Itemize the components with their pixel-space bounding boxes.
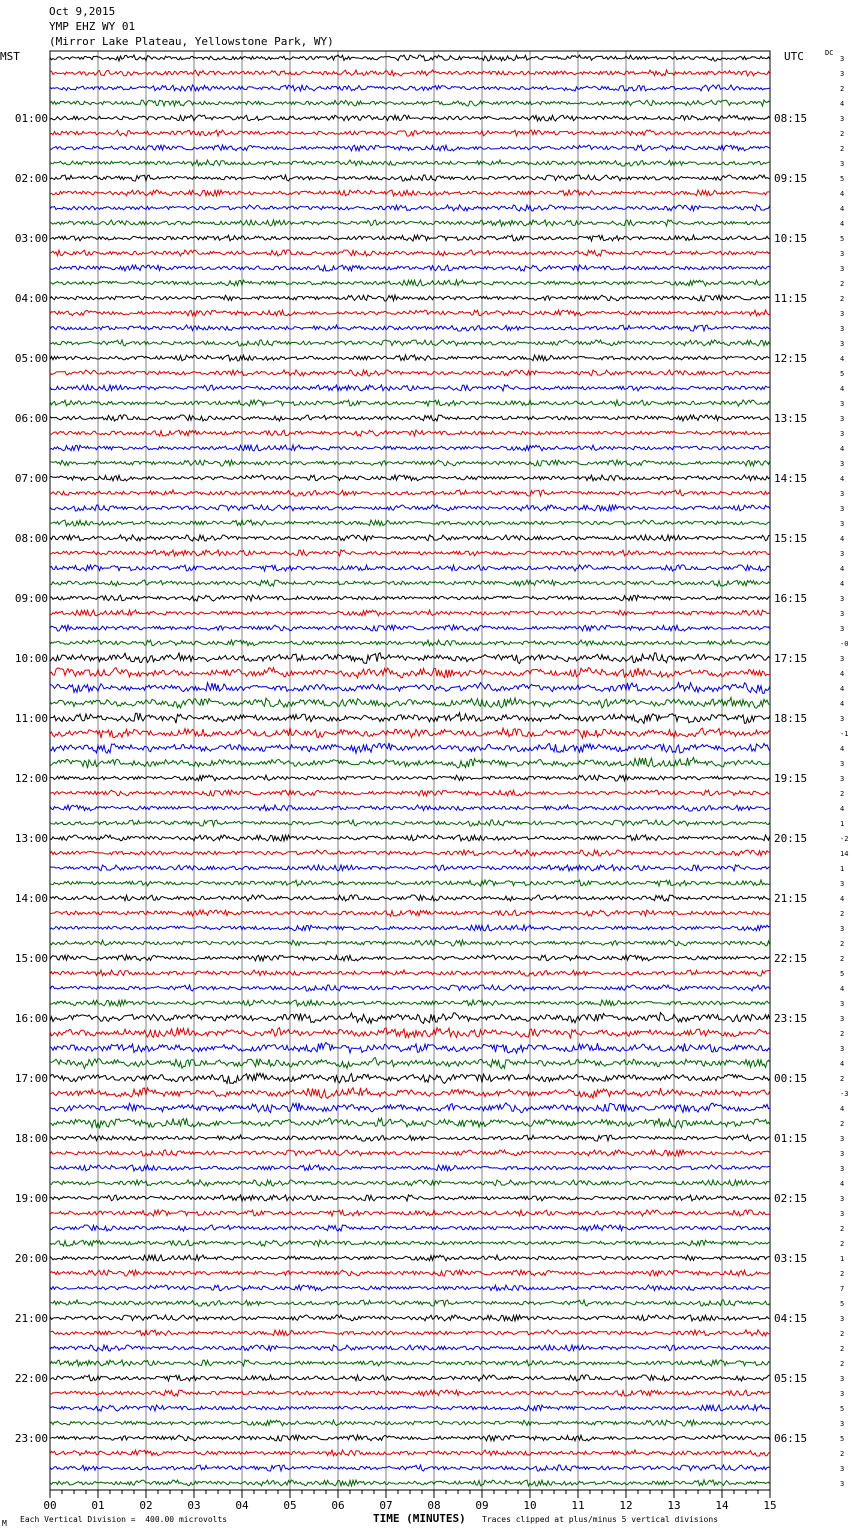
seismic-trace: [50, 910, 770, 916]
x-tick-label: 03: [187, 1499, 201, 1512]
dc-offset-label: 5: [840, 1405, 845, 1413]
seismic-trace: [50, 1180, 770, 1186]
seismic-trace: [50, 1255, 770, 1261]
dc-offset-label: 3: [840, 430, 845, 438]
dc-offset-label: 2: [840, 1450, 845, 1458]
seismic-trace: [50, 758, 770, 769]
right-hour-label: 08:15: [774, 112, 808, 125]
seismic-trace: [50, 1225, 770, 1231]
seismic-trace: [50, 1118, 770, 1128]
seismic-trace: [50, 295, 770, 301]
dc-offset-label: 4: [840, 205, 845, 213]
seismic-trace: [50, 820, 770, 826]
left-hour-label: 05:00: [14, 352, 48, 365]
right-hour-label: 21:15: [774, 892, 808, 905]
left-hour-label: 16:00: [14, 1012, 48, 1025]
left-hour-label: 06:00: [14, 412, 48, 425]
seismic-trace: [50, 1360, 770, 1366]
seismic-trace: [50, 520, 770, 526]
seismic-trace: [50, 85, 770, 91]
x-tick-label: 11: [571, 1499, 585, 1512]
dc-offset-label: 3: [840, 1375, 845, 1383]
x-tick-label: 07: [379, 1499, 393, 1512]
seismic-trace: [50, 970, 770, 976]
dc-offset-label: 5: [840, 235, 845, 243]
left-hour-label: 15:00: [14, 952, 48, 965]
dc-offset-label: 3: [840, 760, 845, 768]
dc-offset-label: 3: [840, 625, 845, 633]
dc-offset-label: -3: [840, 1090, 849, 1098]
left-hour-label: 13:00: [14, 832, 48, 845]
left-hour-label: 20:00: [14, 1252, 48, 1265]
seismic-trace: [50, 1150, 770, 1156]
dc-offset-label: 2: [840, 1345, 845, 1353]
dc-offset-label: 4: [840, 475, 845, 483]
seismic-trace: [50, 668, 770, 678]
dc-offset-label: 3: [840, 505, 845, 513]
x-tick-label: 14: [715, 1499, 729, 1512]
seismic-trace: [50, 985, 770, 991]
dc-offset-label: 2: [840, 940, 845, 948]
dc-offset-label: 3: [840, 715, 845, 723]
right-hour-label: 02:15: [774, 1192, 808, 1205]
seismic-trace: [50, 728, 770, 738]
seismic-trace: [50, 1285, 770, 1291]
seismic-trace: [50, 1210, 770, 1216]
seismic-trace: [50, 475, 770, 481]
right-hour-label: 14:15: [774, 472, 808, 485]
dc-offset-label: 1: [840, 1255, 845, 1263]
dc-offset-label: 3: [840, 1045, 845, 1053]
seismic-trace: [50, 805, 770, 811]
dc-offset-label: 3: [840, 160, 845, 168]
seismic-trace: [50, 310, 770, 316]
dc-offset-label: 2: [840, 85, 845, 93]
seismic-trace: [50, 580, 770, 586]
seismic-trace: [50, 1420, 770, 1426]
dc-offset-label: 3: [840, 1195, 845, 1203]
seismic-trace: [50, 743, 770, 753]
dc-offset-label: 4: [840, 385, 845, 393]
right-hour-label: 01:15: [774, 1132, 808, 1145]
left-timezone-label: MST: [0, 50, 20, 63]
dc-offset-label: 4: [840, 1180, 845, 1188]
dc-header-label: DC: [825, 49, 834, 57]
dc-offset-label: 2: [840, 1270, 845, 1278]
right-hour-label: 00:15: [774, 1072, 808, 1085]
dc-offset-label: 3: [840, 70, 845, 78]
right-hour-label: 06:15: [774, 1432, 808, 1445]
seismic-trace: [50, 895, 770, 901]
seismic-trace: [50, 1270, 770, 1276]
seismic-trace: [50, 265, 770, 271]
dc-offset-label: 4: [840, 745, 845, 753]
left-hour-label: 07:00: [14, 472, 48, 485]
right-hour-label: 22:15: [774, 952, 808, 965]
dc-offset-label: -1: [840, 730, 849, 738]
clip-note: Traces clipped at plus/minus 5 vertical divisions: [482, 1515, 719, 1524]
x-tick-label: 01: [91, 1499, 105, 1512]
dc-offset-label: 3: [840, 325, 845, 333]
dc-offset-label: 5: [840, 1435, 845, 1443]
dc-offset-label: 2: [840, 1075, 845, 1083]
seismic-trace: [50, 610, 770, 616]
seismic-trace: [50, 115, 770, 121]
right-hour-label: 16:15: [774, 592, 808, 605]
right-hour-label: 03:15: [774, 1252, 808, 1265]
dc-offset-label: 4: [840, 895, 845, 903]
seismic-trace: [50, 1000, 770, 1006]
dc-offset-label: 3: [840, 265, 845, 273]
seismic-trace: [50, 1073, 770, 1083]
seismic-trace: [50, 175, 770, 181]
dc-offset-label: 2: [840, 1225, 845, 1233]
dc-offset-label: 2: [840, 955, 845, 963]
dc-offset-label: 3: [840, 415, 845, 423]
dc-offset-label: 2: [840, 1030, 845, 1038]
x-tick-label: 10: [523, 1499, 537, 1512]
seismic-trace: [50, 535, 770, 541]
dc-offset-label: 3: [840, 1135, 845, 1143]
seismic-trace: [50, 625, 770, 631]
dc-offset-label: 3: [840, 400, 845, 408]
dc-offset-label: 3: [840, 310, 845, 318]
seismic-trace: [50, 850, 770, 856]
seismic-trace: [50, 1013, 770, 1024]
dc-offset-label: 3: [840, 610, 845, 618]
dc-offset-label: 2: [840, 1330, 845, 1338]
dc-offset-label: 4: [840, 535, 845, 543]
seismic-trace: [50, 1103, 770, 1113]
dc-offset-label: 5: [840, 970, 845, 978]
seismic-trace: [50, 1345, 770, 1351]
seismic-trace: [50, 340, 770, 346]
seismic-trace: [50, 445, 770, 451]
x-axis-title: TIME (MINUTES): [373, 1512, 466, 1525]
seismic-trace: [50, 400, 770, 406]
right-hour-label: 20:15: [774, 832, 808, 845]
dc-offset-label: 4: [840, 580, 845, 588]
seismic-trace: [50, 235, 770, 241]
seismic-trace: [50, 713, 770, 724]
right-hour-label: 12:15: [774, 352, 808, 365]
dc-offset-label: 3: [840, 490, 845, 498]
dc-offset-label: 4: [840, 670, 845, 678]
seismic-trace: [50, 1480, 770, 1486]
x-tick-label: 13: [667, 1499, 681, 1512]
left-hour-label: 01:00: [14, 112, 48, 125]
dc-offset-label: 3: [840, 1480, 845, 1488]
left-hour-label: 04:00: [14, 292, 48, 305]
station-code: YMP EHZ WY 01: [49, 20, 136, 33]
dc-offset-label: 3: [840, 925, 845, 933]
seismic-trace: [50, 145, 770, 151]
right-timezone-label: UTC: [784, 50, 804, 63]
dc-offset-label: 2: [840, 1360, 845, 1368]
dc-offset-label: 4: [840, 805, 845, 813]
dc-offset-label: 3: [840, 1315, 845, 1323]
seismic-trace: [50, 130, 770, 136]
dc-offset-label: 3: [840, 1015, 845, 1023]
dc-offset-label: 5: [840, 1300, 845, 1308]
seismic-trace: [50, 505, 770, 511]
dc-offset-label: 4: [840, 220, 845, 228]
right-hour-label: 13:15: [774, 412, 808, 425]
dc-offset-label: 2: [840, 295, 845, 303]
right-hour-label: 18:15: [774, 712, 808, 725]
seismic-trace: [50, 55, 770, 61]
right-hour-label: 04:15: [774, 1312, 808, 1325]
dc-offset-label: 4: [840, 1060, 845, 1068]
left-hour-label: 03:00: [14, 232, 48, 245]
seismic-trace: [50, 370, 770, 376]
dc-offset-label: 2: [840, 280, 845, 288]
dc-offset-label: 5: [840, 175, 845, 183]
seismic-trace: [50, 1465, 770, 1471]
seismic-trace: [50, 1088, 770, 1099]
seismic-trace: [50, 640, 770, 646]
left-hour-label: 11:00: [14, 712, 48, 725]
x-tick-label: 05: [283, 1499, 297, 1512]
dc-offset-label: 7: [840, 1285, 845, 1293]
seismic-trace: [50, 1240, 770, 1246]
x-tick-label: 02: [139, 1499, 153, 1512]
dc-offset-label: -0: [840, 640, 849, 648]
dc-offset-label: -2: [840, 835, 849, 843]
seismic-trace: [50, 355, 770, 361]
dc-offset-label: 3: [840, 55, 845, 63]
dc-offset-label: 4: [840, 985, 845, 993]
seismic-trace: [50, 1315, 770, 1321]
dc-offset-label: 3: [840, 550, 845, 558]
x-tick-label: 15: [763, 1499, 777, 1512]
dc-offset-label: 4: [840, 445, 845, 453]
right-hour-label: 11:15: [774, 292, 808, 305]
dc-offset-label: 3: [840, 340, 845, 348]
dc-offset-label: 4: [840, 190, 845, 198]
dc-offset-label: 4: [840, 685, 845, 693]
seismic-trace: [50, 325, 770, 331]
seismic-trace: [50, 160, 770, 166]
right-hour-label: 19:15: [774, 772, 808, 785]
scale-note: Each Vertical Division = 400.00 microvolts: [20, 1515, 228, 1524]
seismic-trace: [50, 925, 770, 931]
seismic-trace: [50, 940, 770, 946]
seismic-trace: [50, 250, 770, 256]
x-tick-label: 04: [235, 1499, 249, 1512]
left-hour-label: 17:00: [14, 1072, 48, 1085]
seismic-trace: [50, 865, 770, 871]
dc-offset-label: 3: [840, 460, 845, 468]
seismic-trace: [50, 1390, 770, 1396]
left-hour-label: 18:00: [14, 1132, 48, 1145]
left-hour-label: 09:00: [14, 592, 48, 605]
seismic-trace: [50, 835, 770, 841]
seismic-trace: [50, 280, 770, 286]
dc-offset-label: 3: [840, 520, 845, 528]
dc-offset-label: 3: [840, 1165, 845, 1173]
left-hour-label: 19:00: [14, 1192, 48, 1205]
seismic-trace: [50, 190, 770, 196]
seismic-trace: [50, 1375, 770, 1381]
left-hour-label: 12:00: [14, 772, 48, 785]
right-hour-label: 23:15: [774, 1012, 808, 1025]
dc-offset-label: 2: [840, 130, 845, 138]
seismic-trace: [50, 430, 770, 436]
seismic-trace: [50, 385, 770, 391]
seismic-trace: [50, 550, 770, 556]
dc-offset-label: 3: [840, 775, 845, 783]
dc-offset-label: 3: [840, 115, 845, 123]
seismic-trace: [50, 790, 770, 796]
seismic-trace: [50, 775, 770, 781]
left-hour-label: 10:00: [14, 652, 48, 665]
dc-offset-label: 3: [840, 1210, 845, 1218]
right-hour-label: 10:15: [774, 232, 808, 245]
dc-offset-label: 4: [840, 100, 845, 108]
seismic-trace: [50, 565, 770, 571]
dc-offset-label: 4: [840, 355, 845, 363]
x-tick-label: 12: [619, 1499, 633, 1512]
seismic-trace: [50, 595, 770, 601]
x-tick-label: 09: [475, 1499, 489, 1512]
seismic-trace: [50, 1135, 770, 1141]
seismic-trace: [50, 1435, 770, 1441]
right-hour-label: 05:15: [774, 1372, 808, 1385]
seismic-trace: [50, 683, 770, 694]
seismic-trace: [50, 415, 770, 421]
dc-offset-label: 3: [840, 250, 845, 258]
right-hour-label: 17:15: [774, 652, 808, 665]
dc-offset-label: 3: [840, 655, 845, 663]
x-tick-label: 06: [331, 1499, 345, 1512]
seismic-trace: [50, 220, 770, 226]
dc-offset-label: 3: [840, 1000, 845, 1008]
left-hour-label: 21:00: [14, 1312, 48, 1325]
right-hour-label: 09:15: [774, 172, 808, 185]
seismic-trace: [50, 1165, 770, 1171]
left-hour-label: 22:00: [14, 1372, 48, 1385]
dc-offset-label: 3: [840, 880, 845, 888]
left-hour-label: 08:00: [14, 532, 48, 545]
seismic-trace: [50, 880, 770, 886]
x-tick-label: 08: [427, 1499, 441, 1512]
seismic-trace: [50, 205, 770, 211]
seismic-trace: [50, 1450, 770, 1456]
dc-offset-label: 2: [840, 790, 845, 798]
seismic-trace: [50, 460, 770, 466]
left-hour-label: 23:00: [14, 1432, 48, 1445]
seismic-trace: [50, 955, 770, 961]
dc-offset-label: 2: [840, 145, 845, 153]
left-hour-label: 02:00: [14, 172, 48, 185]
seismic-trace: [50, 1330, 770, 1336]
dc-offset-label: 3: [840, 1465, 845, 1473]
seismic-trace: [50, 653, 770, 664]
dc-offset-label: 4: [840, 1105, 845, 1113]
x-tick-label: 00: [43, 1499, 57, 1512]
dc-offset-label: 3: [840, 1150, 845, 1158]
dc-offset-label: 4: [840, 700, 845, 708]
seismic-trace: [50, 1042, 770, 1053]
dc-offset-label: 2: [840, 1240, 845, 1248]
seismic-trace: [50, 1027, 770, 1038]
dc-offset-label: 14: [840, 850, 849, 858]
left-hour-label: 14:00: [14, 892, 48, 905]
seismic-trace: [50, 698, 770, 709]
dc-offset-label: 4: [840, 565, 845, 573]
dc-offset-label: 2: [840, 910, 845, 918]
station-location: (Mirror Lake Plateau, Yellowstone Park, WY): [49, 35, 334, 48]
seismic-trace: [50, 1300, 770, 1306]
seismic-trace: [50, 1058, 770, 1069]
dc-offset-label: 1: [840, 865, 845, 873]
seismic-trace: [50, 70, 770, 76]
dc-offset-label: 2: [840, 1120, 845, 1128]
dc-offset-label: 3: [840, 1420, 845, 1428]
dc-offset-label: 3: [840, 1390, 845, 1398]
seismic-trace: [50, 1405, 770, 1411]
seismic-trace: [50, 100, 770, 106]
right-hour-label: 15:15: [774, 532, 808, 545]
corner-mark: M: [2, 1519, 7, 1528]
dc-offset-label: 5: [840, 370, 845, 378]
plot-date: Oct 9,2015: [49, 5, 116, 18]
dc-offset-label: 1: [840, 820, 845, 828]
dc-offset-label: 3: [840, 595, 845, 603]
seismic-trace: [50, 1195, 770, 1201]
seismic-trace: [50, 490, 770, 496]
